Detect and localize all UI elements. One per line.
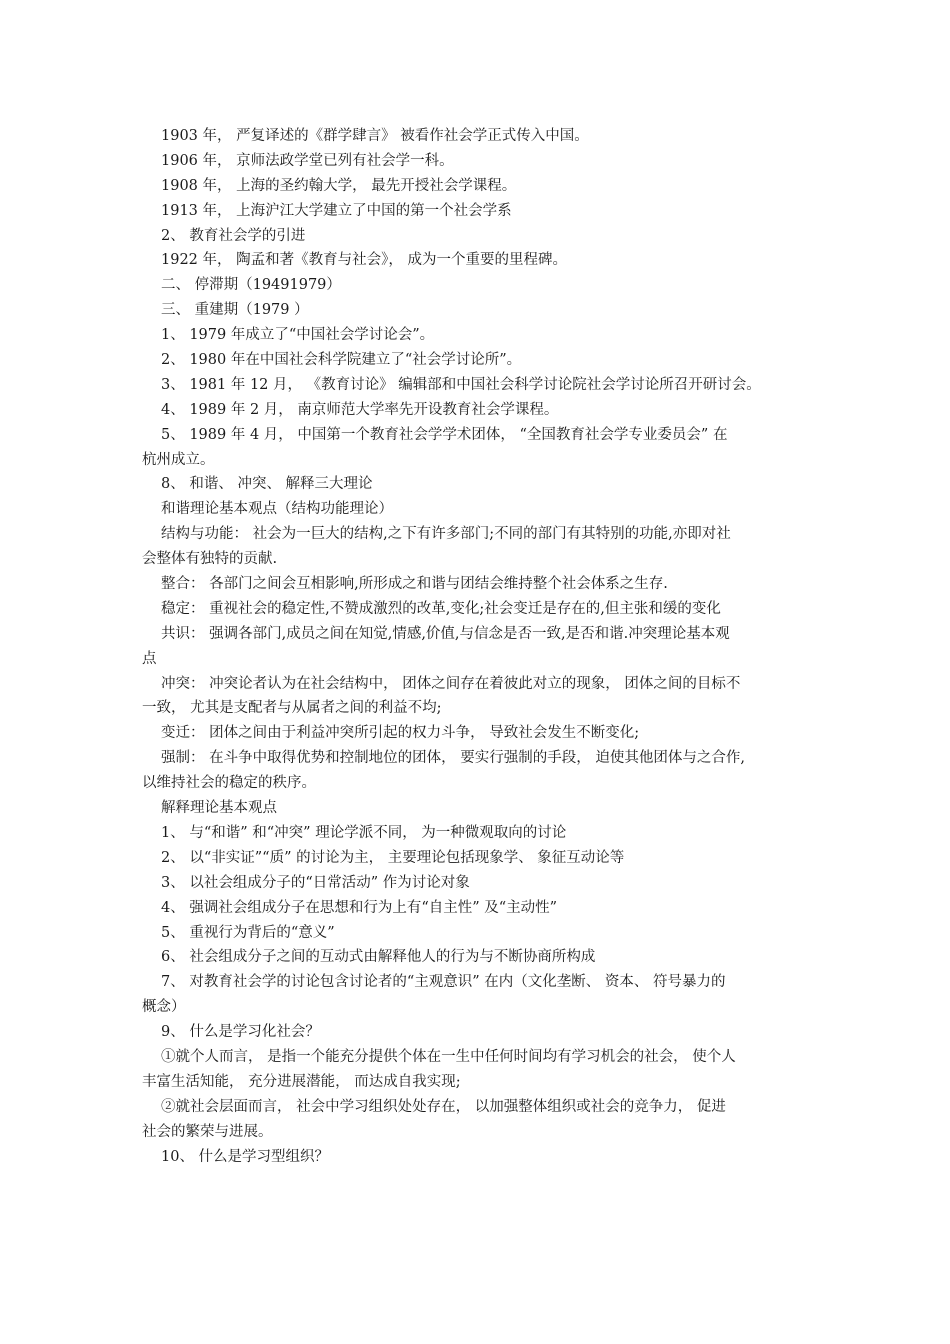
text-line: 1908 年， 上海的圣约翰大学， 最先开授社会学课程。	[161, 177, 517, 194]
text-line: 三、 重建期（1979 ）	[161, 302, 309, 319]
text-line: 变迁： 团体之间由于利益冲突所引起的权力斗争， 导致社会发生不断变化;	[161, 725, 640, 742]
text-line: 2、 以“非实证”“质” 的讨论为主， 主要理论包括现象学、 象征互动论等	[161, 849, 625, 866]
text-line: ①就个人而言， 是指一个能充分提供个体在一生中任何时间均有学习机会的社会， 使个人	[161, 1048, 736, 1065]
text-line: 3、 以社会组成分子的“日常活动” 作为讨论对象	[161, 874, 470, 891]
text-line: 10、 什么是学习型组织？	[161, 1148, 330, 1165]
text-line: 结构与功能： 社会为一巨大的结构,之下有许多部门;不同的部门有其特别的功能,亦即对社	[161, 526, 731, 543]
text-line: 整合： 各部门之间会互相影响,所形成之和谐与团结会维持整个社会体系之生存.	[161, 576, 668, 593]
text-line: 4、 强调社会组成分子在思想和行为上有“自主性” 及“主动性”	[161, 899, 558, 916]
text-line: 以维持社会的稳定的秩序。	[142, 775, 316, 792]
text-line: 7、 对教育社会学的讨论包含讨论者的“主观意识” 在内（文化垄断、 资本、 符号暴力的	[161, 974, 726, 991]
text-line: 社会的繁荣与进展。	[142, 1123, 273, 1140]
text-line: 1903 年， 严复译述的《群学肆言》 被看作社会学正式传入中国。	[161, 128, 589, 144]
text-line: 点	[142, 650, 157, 667]
text-line: 和谐理论基本观点（结构功能理论）	[161, 501, 393, 518]
text-line: 2、 教育社会学的引进	[161, 227, 306, 244]
text-line: 稳定： 重视社会的稳定性,不赞成激烈的改革,变化;社会变迁是存在的,但主张和缓的变化	[161, 600, 721, 617]
text-line: 一致， 尤其是支配者与从属者之间的利益不均;	[142, 700, 442, 717]
text-line: 解释理论基本观点	[161, 800, 277, 817]
text-line: 6、 社会组成分子之间的互动式由解释他人的行为与不断协商所构成	[161, 949, 596, 966]
text-line: 5、 1989 年 4 月， 中国第一个教育社会学学术团体， “全国教育社会学专业委员会” 在	[161, 426, 728, 443]
text-line: 强制： 在斗争中取得优势和控制地位的团体， 要实行强制的手段， 迫使其他团体与之合作,	[161, 750, 745, 767]
text-line: 3、 1981 年 12 月， 《教育讨论》 编辑部和中国社会科学讨论院社会学讨论所召开研讨会。	[161, 376, 761, 393]
text-line: 共识： 强调各部门,成员之间在知觉,情感,价值,与信念是否一致,是否和谐.冲突理论基本观	[161, 625, 730, 642]
text-line: 4、 1989 年 2 月， 南京师范大学率先开设教育社会学课程。	[161, 401, 559, 418]
text-line: 9、 什么是学习化社会？	[161, 1024, 320, 1041]
text-line: ②就社会层面而言， 社会中学习组织处处存在， 以加强整体组织或社会的竞争力， 促进	[161, 1098, 726, 1115]
text-line: 会整体有独特的贡献.	[142, 551, 278, 568]
text-line: 杭州成立。	[142, 451, 215, 468]
text-line: 2、 1980 年在中国社会科学院建立了“社会学讨论所”。	[161, 352, 522, 369]
text-line: 8、 和谐、 冲突、 解释三大理论	[161, 476, 373, 493]
document-body	[142, 124, 822, 1169]
text-line: 1913 年， 上海沪江大学建立了中国的第一个社会学系	[161, 202, 512, 219]
text-line: 1、 1979 年成立了“中国社会学讨论会”。	[161, 327, 435, 344]
text-line: 二、 停滞期（19491979）	[161, 277, 341, 294]
text-line: 概念）	[142, 999, 186, 1016]
text-line: 冲突： 冲突论者认为在社会结构中， 团体之间存在着彼此对立的现象， 团体之间的目标不	[161, 675, 741, 692]
text-line: 1906 年， 京师法政学堂已列有社会学一科。	[161, 152, 454, 169]
text-line: 1、 与“和谐” 和“冲突” 理论学派不同， 为一种微观取向的讨论	[161, 824, 567, 841]
text-line: 5、 重视行为背后的“意义”	[161, 924, 335, 941]
text-line: 1922 年， 陶孟和著《教育与社会》， 成为一个重要的里程碑。	[161, 252, 567, 269]
text-line: 丰富生活知能， 充分进展潜能， 而达成自我实现;	[142, 1073, 461, 1090]
